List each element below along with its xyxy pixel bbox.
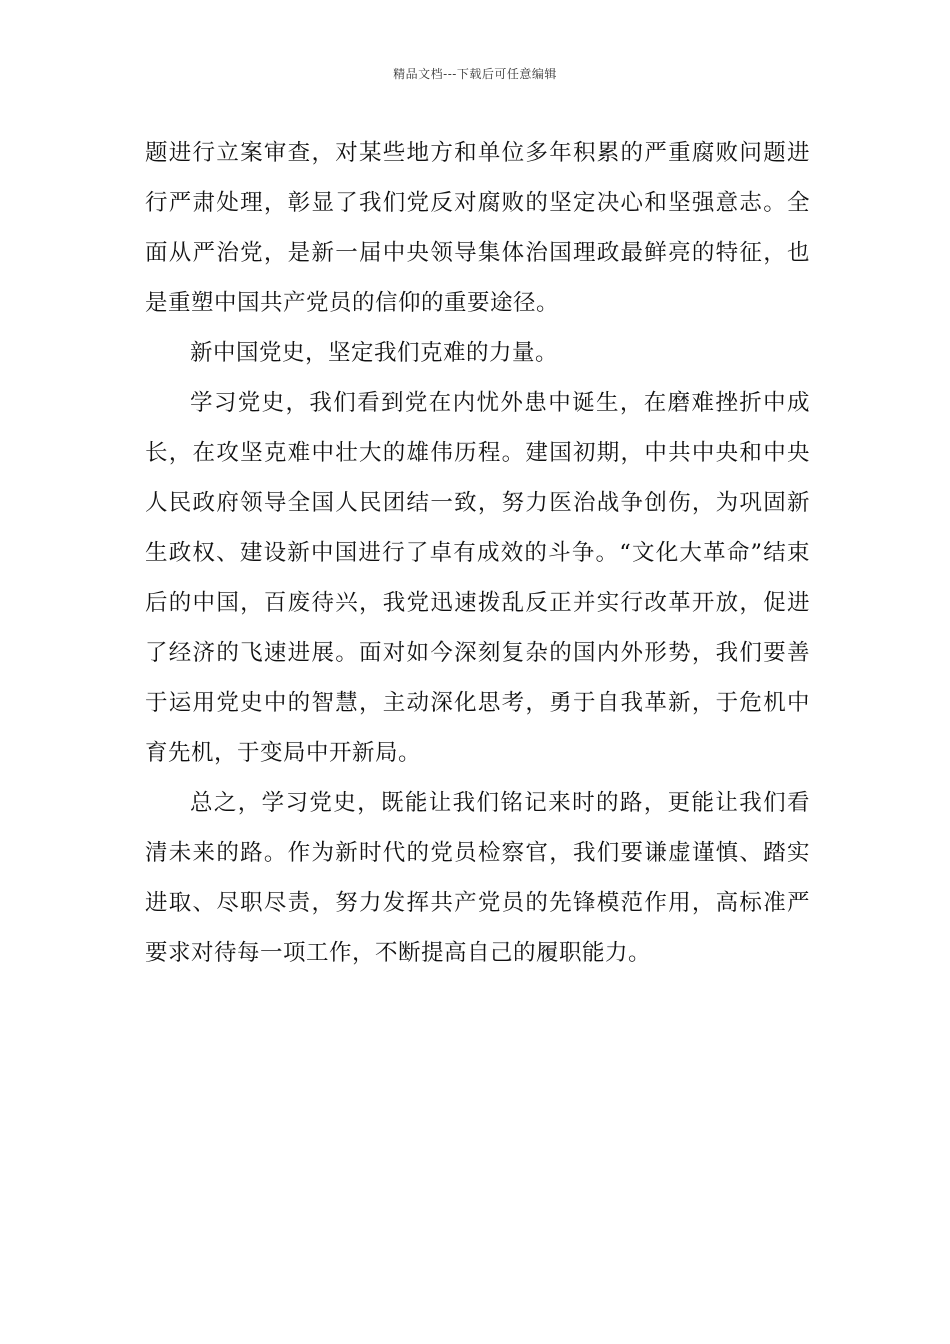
paragraph-4: 总之，学习党史，既能让我们铭记来时的路，更能让我们看清未来的路。作为新时代的党员检察官，我们要谦虚谨慎、踏实进取、尽职尽责，努力发挥共产党员的先锋模范作用，高标准严要求对待每一项工作，不断提高自己的履职能力。: [145, 790, 810, 966]
paragraph-1: 题进行立案审查，对某些地方和单位多年积累的严重腐败问题进行严肃处理，彰显了我们党反对腐败的坚定决心和坚强意志。全面从严治党，是新一届中央领导集体治国理政最鲜亮的特征，也是重塑中国共产党员的信仰的重要途径。: [145, 140, 810, 316]
page-header: 精品文档---下载后可任意编辑: [393, 67, 557, 81]
paragraph-3: 学习党史，我们看到党在内忧外患中诞生，在磨难挫折中成长，在攻坚克难中壮大的雄伟历程。建国初期，中共中央和中央人民政府领导全国人民团结一致，努力医治战争创伤，为巩固新生政权、建设新中国进行了卓有成效的斗争。“文化大革命”结束后的中国，百废待兴，我党迅速拨乱反正并实行改革开放，促进了经济的飞速进展。面对如今深刻复杂的国内外形势，我们要善于运用党史中的智慧，主动深化思考，勇于自我革新，于危机中育先机，于变局中开新局。: [145, 390, 810, 766]
paragraph-2: 新中国党史，坚定我们克难的力量。: [190, 340, 559, 366]
document-body: [145, 128, 810, 978]
